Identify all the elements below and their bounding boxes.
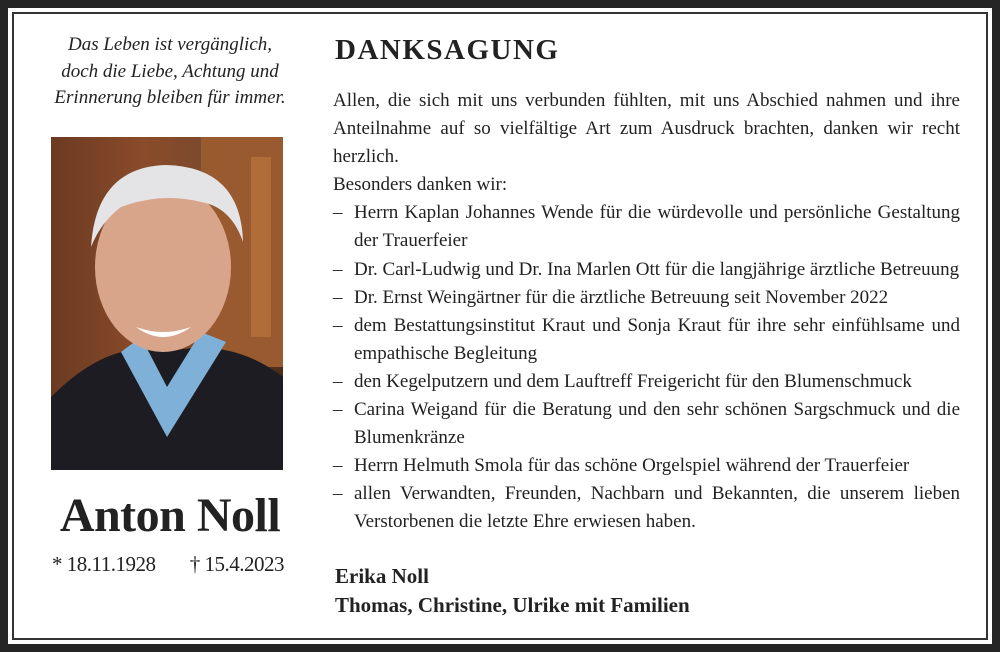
thanks-list <box>333 199 960 536</box>
thanks-item-text: dem Bestattungsinstitut Kraut und Sonja Kraut für ihre sehr einfühlsame und empathische Begleitung <box>354 314 960 364</box>
deceased-name: Anton Noll <box>59 489 281 542</box>
thanks-item <box>333 368 960 396</box>
thanks-item-text: allen Verwandten, Freunden, Nachbarn und Bekannten, die unserem lieben Verstorbenen die letzte Ehre erwiesen haben. <box>354 483 960 533</box>
thanks-item <box>333 396 960 452</box>
intro-paragraph: Allen, die sich mit uns verbunden fühlten, mit uns Abschied nahmen und ihre Anteilnahme auf so vielfältige Art zum Ausdruck brachten, danken wir recht herzlich. <box>333 90 960 168</box>
dash-bullet: – <box>333 314 343 336</box>
thanks-item-text: Dr. Ernst Weingärtner für die ärztliche Betreuung seit November 2022 <box>354 286 889 308</box>
dash-bullet: – <box>333 483 343 505</box>
motto-line: Erinnerung bleiben für immer. <box>54 87 286 108</box>
dash-bullet: – <box>333 202 343 224</box>
portrait-photo <box>51 137 283 470</box>
notice-body <box>333 87 960 537</box>
signature-line: Thomas, Christine, Ulrike mit Familien <box>335 593 690 617</box>
birth-date: * 18.11.1928 <box>52 552 156 576</box>
signatures <box>335 562 690 620</box>
notice-title: DANKSAGUNG <box>335 34 560 66</box>
dash-bullet: – <box>333 286 343 308</box>
thanks-item-text: Carina Weigand für die Beratung und den sehr schönen Sargschmuck und die Blumenkränze <box>354 399 960 449</box>
thanks-item <box>333 452 960 480</box>
motto <box>40 32 300 112</box>
thanks-item-text: Dr. Carl-Ludwig und Dr. Ina Marlen Ott für die langjährige ärztliche Betreuung <box>354 258 960 280</box>
thanks-item-text: Herrn Kaplan Johannes Wende für die würdevolle und persönliche Gestaltung der Trauerfeier <box>354 202 960 252</box>
dash-bullet: – <box>333 455 343 477</box>
thanks-item <box>333 256 960 284</box>
thanks-item-text: Herrn Helmuth Smola für das schöne Orgelspiel während der Trauerfeier <box>354 455 910 477</box>
thanks-item <box>333 284 960 312</box>
motto-line: Das Leben ist vergänglich, <box>67 34 273 55</box>
death-date: † 15.4.2023 <box>189 552 284 576</box>
thanks-item <box>333 312 960 368</box>
life-dates <box>52 552 284 577</box>
thanks-item <box>333 480 960 536</box>
thanks-item-text: den Kegelputzern und dem Lauftreff Freigericht für den Blumenschmuck <box>354 370 912 392</box>
signature-line: Erika Noll <box>335 564 429 588</box>
special-thanks-label: Besonders danken wir: <box>333 174 508 196</box>
dash-bullet: – <box>333 258 343 280</box>
thanks-item <box>333 199 960 255</box>
dash-bullet: – <box>333 399 343 421</box>
dash-bullet: – <box>333 370 343 392</box>
motto-line: doch die Liebe, Achtung und <box>61 60 279 82</box>
